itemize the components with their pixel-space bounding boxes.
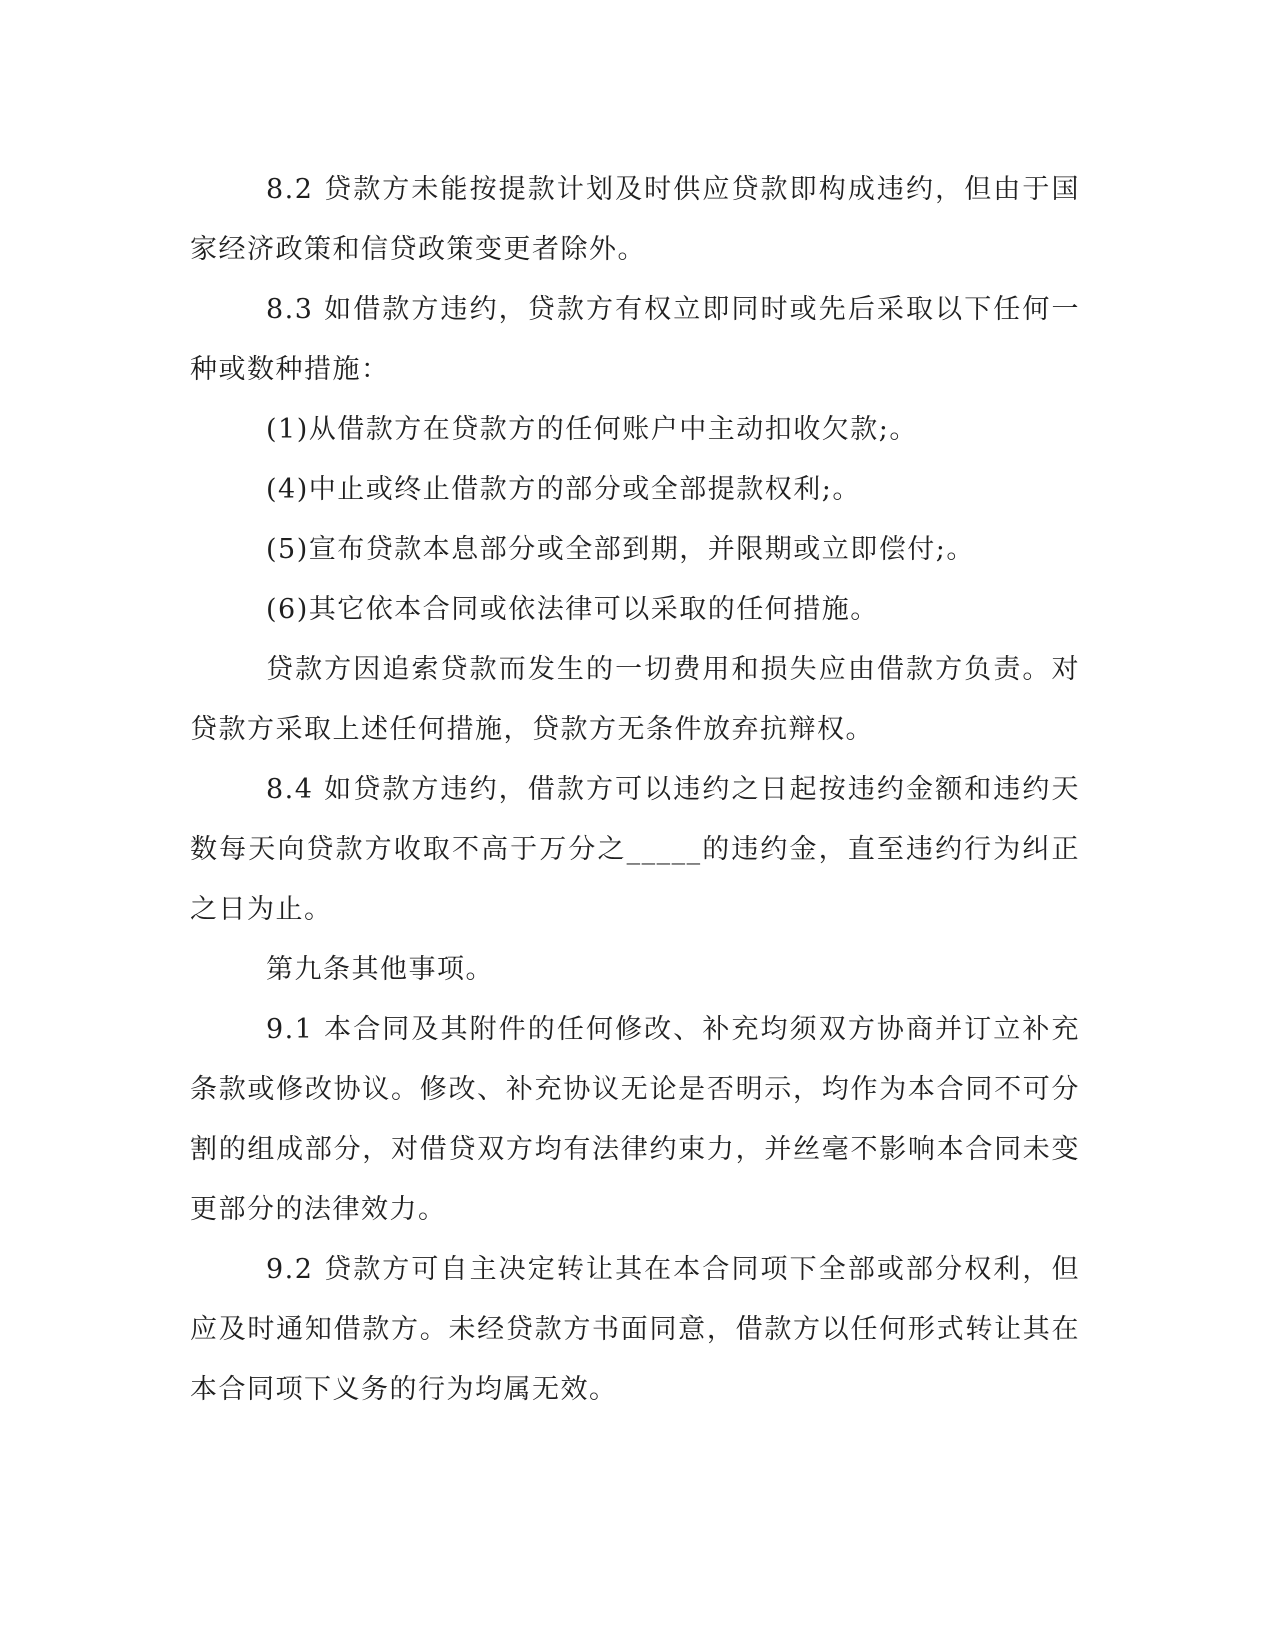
cost-liability-paragraph: 贷款方因追索贷款而发生的一切费用和损失应由借款方负责。对贷款方采取上述任何措施，贷款方无条件放弃抗辩权。 [190, 654, 1080, 745]
clause-9-2: 9.2 贷款方可自主决定转让其在本合同项下全部或部分权利，但应及时通知借款方。未经贷款方书面同意，借款方以任何形式转让其在本合同项下义务的行为均属无效。 [190, 1254, 1080, 1405]
clause-8-4: 8.4 如贷款方违约，借款方可以违约之日起按违约金额和违约天数每天向贷款方收取不高于万分之_____的违约金，直至违约行为纠正之日为止。 [190, 774, 1080, 925]
document-body [190, 160, 1080, 1420]
measure-item-1: (1)从借款方在贷款方的任何账户中主动扣收欠款;。 [266, 414, 918, 445]
measure-item-4: (4)中止或终止借款方的部分或全部提款权利;。 [266, 474, 861, 505]
measure-item-5: (5)宣布贷款本息部分或全部到期，并限期或立即偿付;。 [266, 534, 975, 565]
clause-8-3: 8.3 如借款方违约，贷款方有权立即同时或先后采取以下任何一种或数种措施： [190, 294, 1080, 385]
clause-9-1: 9.1 本合同及其附件的任何修改、补充均须双方协商并订立补充条款或修改协议。修改、补充协议无论是否明示，均作为本合同不可分割的组成部分，对借贷双方均有法律约束力，并丝毫不影响本合同未变更部分的法律效力。 [190, 1014, 1080, 1225]
clause-8-2: 8.2 贷款方未能按提款计划及时供应贷款即构成违约，但由于国家经济政策和信贷政策变更者除外。 [190, 174, 1080, 265]
article-9-heading: 第九条其他事项。 [266, 954, 494, 985]
measure-item-6: (6)其它依本合同或依法律可以采取的任何措施。 [266, 594, 879, 625]
